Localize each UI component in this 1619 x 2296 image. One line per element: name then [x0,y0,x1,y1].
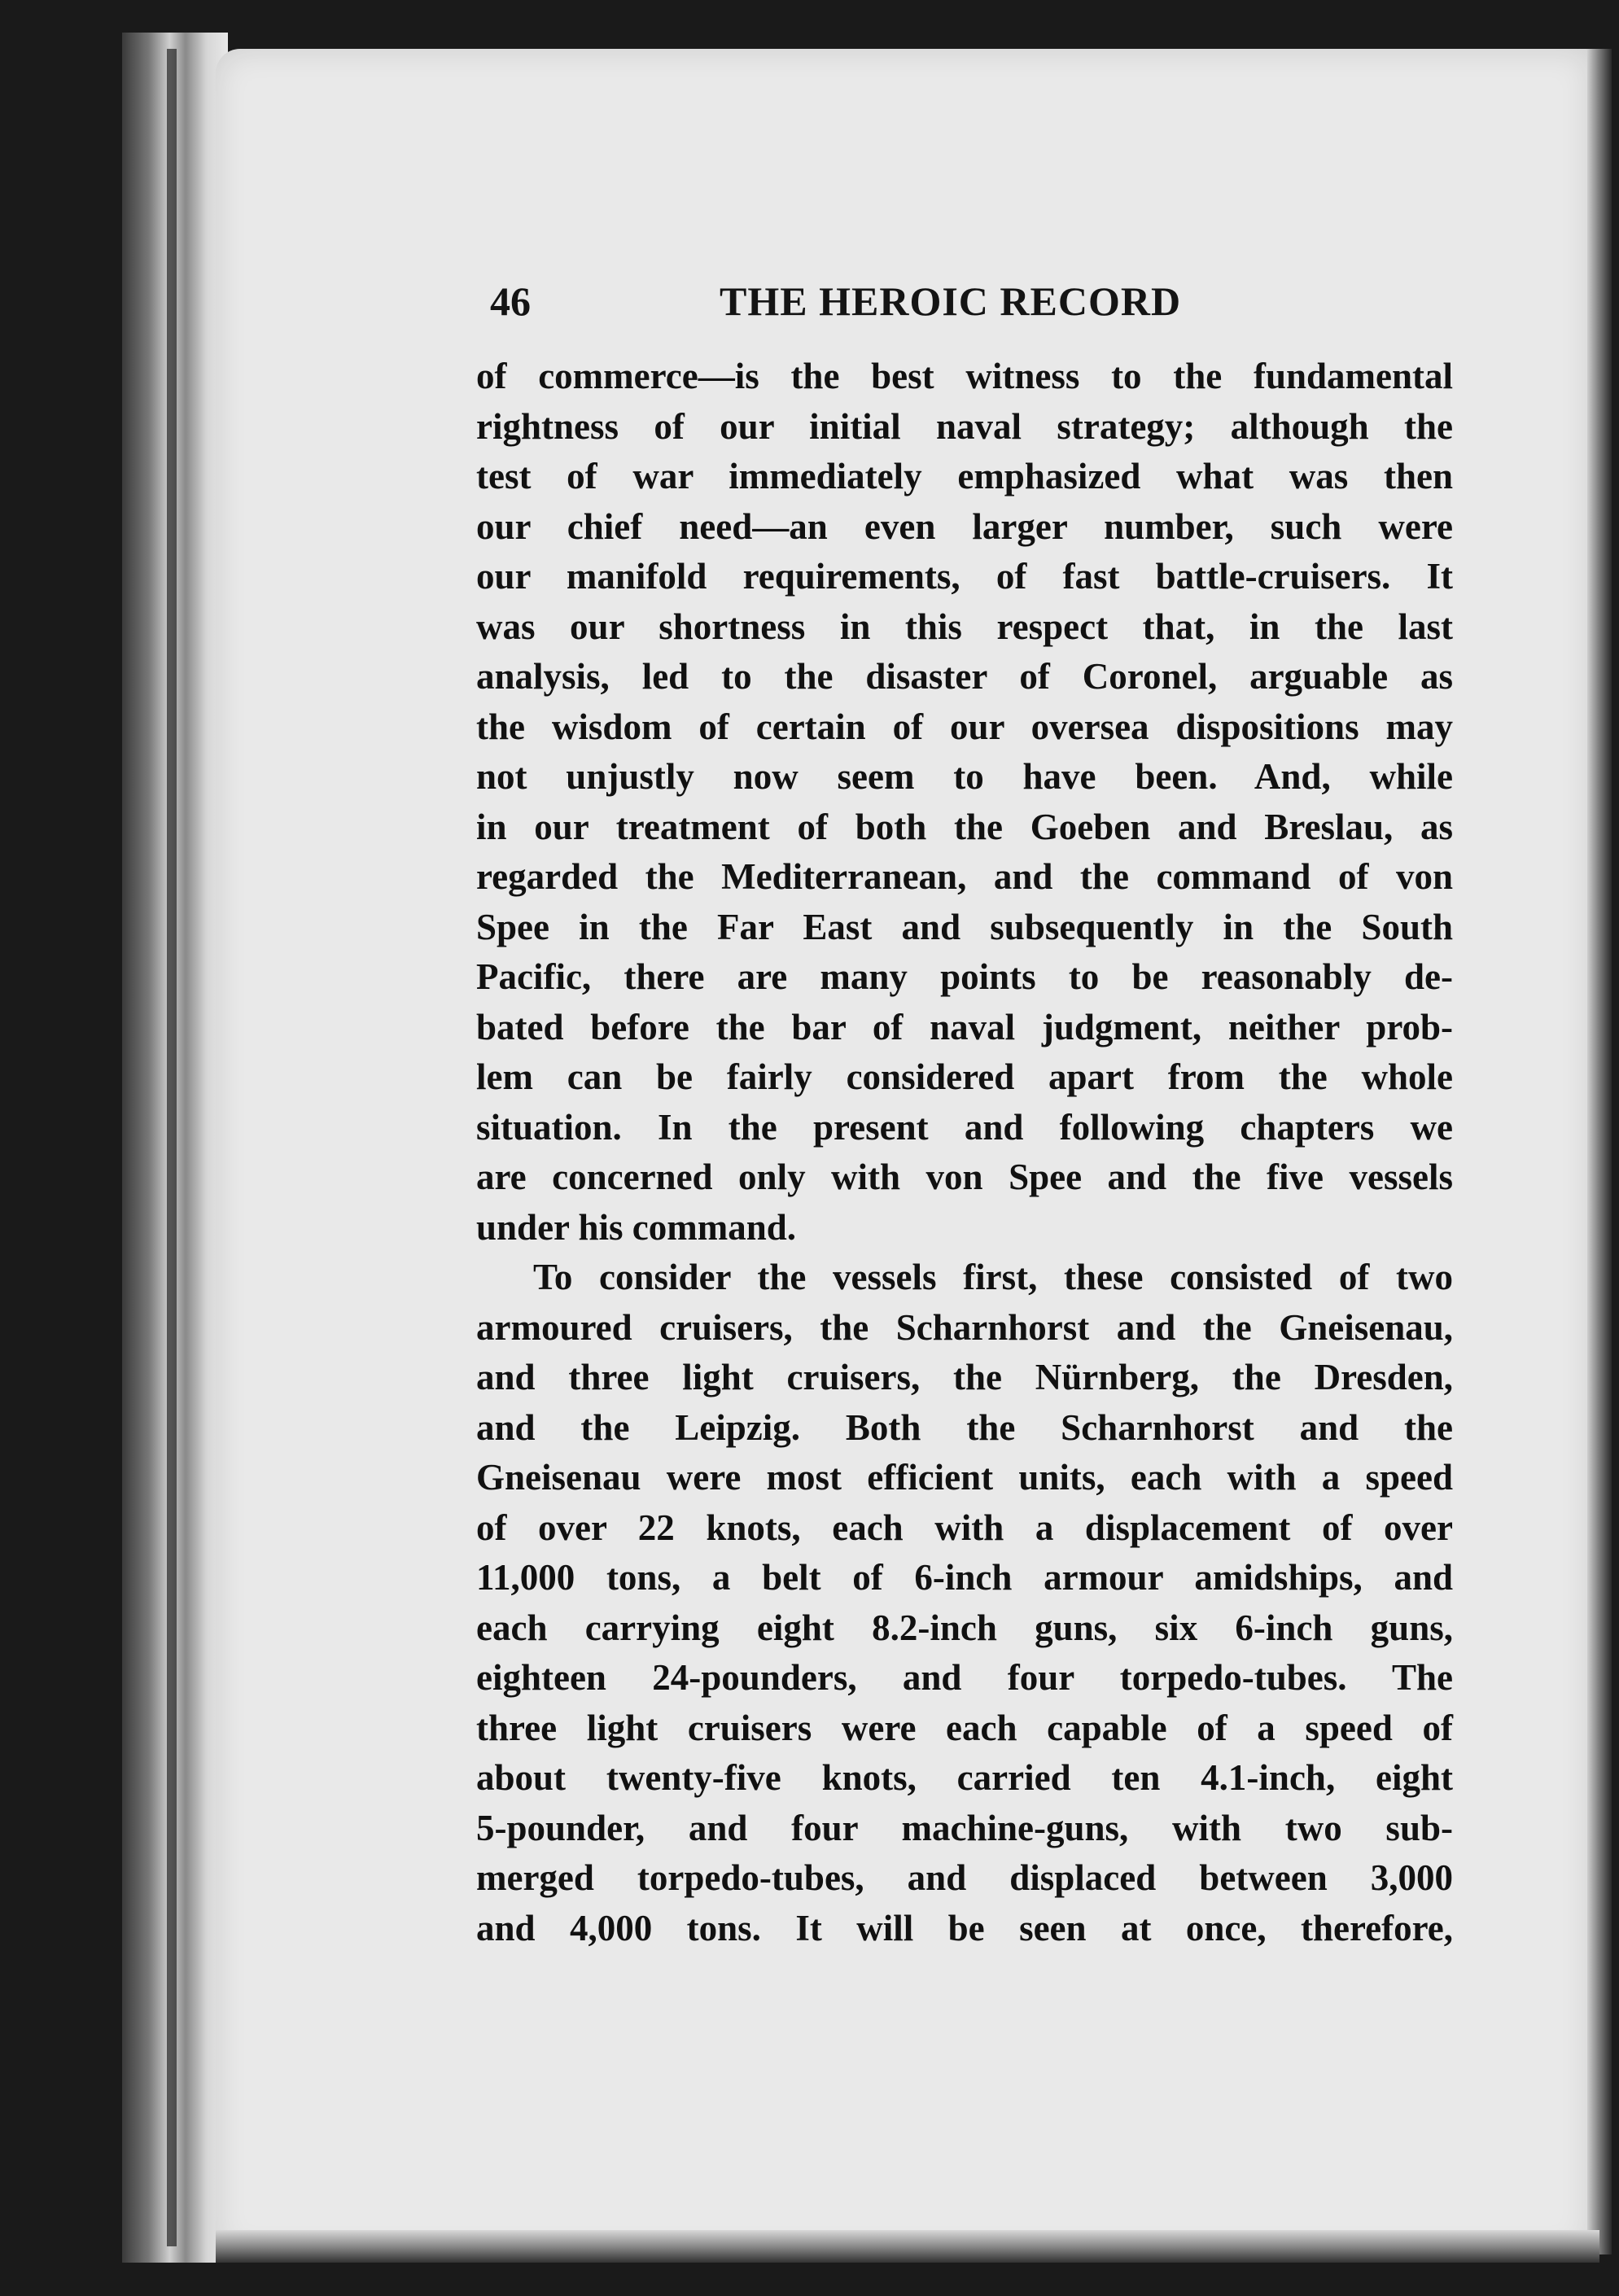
text-line: test of war immediately emphasized what was then [476,456,1453,496]
running-title: THE HEROIC RECORD [720,278,1182,324]
paragraph-end-line: under his command. [476,1206,797,1248]
text-line: merged torpedo-tubes, and displaced between 3,000 [476,1857,1453,1898]
text-line: Pacific, there are many points to be reasonably de- [476,956,1453,997]
text-line: and 4,000 tons. It will be seen at once, therefore, [476,1907,1453,1948]
text-line: 5-pounder, and four machine-guns, with two sub- [476,1807,1453,1848]
paragraph-start-line: To consider the vessels first, these consisted of two [533,1257,1453,1297]
text-line: lem can be fairly considered apart from the whole [476,1056,1453,1097]
text-line: Spee in the Far East and subsequently in the South [476,906,1453,947]
page-bottom-edge [216,2230,1599,2263]
text-line: was our shortness in this respect that, in the last [476,606,1453,647]
page-right-edge [1587,49,1612,2254]
text-line: situation. In the present and following chapters we [476,1106,1453,1148]
page-number: 46 [490,278,531,324]
text-line: are concerned only with von Spee and the five vessels [476,1157,1453,1197]
text-line: and three light cruisers, the Nürnberg, the Dresden, [476,1357,1453,1397]
text-line: not unjustly now seem to have been. And, while [476,756,1453,797]
text-line: about twenty-five knots, carried ten 4.1-inch, eight [476,1757,1453,1798]
body-text [476,352,1453,1953]
text-line: our manifold requirements, of fast battle-cruisers. It [476,556,1453,597]
text-line: of commerce—is the best witness to the fundamental [476,356,1453,396]
text-line: 11,000 tons, a belt of 6-inch armour amidships, and [476,1557,1453,1598]
text-line: of over 22 knots, each with a displacement of over [476,1507,1453,1548]
text-line: bated before the bar of naval judgment, neither prob- [476,1006,1453,1047]
text-line: and the Leipzig. Both the Scharnhorst and the [476,1406,1453,1448]
text-line: each carrying eight 8.2-inch guns, six 6-inch guns, [476,1607,1453,1648]
text-line: three light cruisers were each capable of a speed of [476,1707,1453,1748]
text-line: analysis, led to the disaster of Coronel, arguable as [476,656,1453,697]
text-line: Gneisenau were most efficient units, each with a speed [476,1457,1453,1498]
text-line: the wisdom of certain of our oversea dispositions may [476,706,1453,747]
text-line: rightness of our initial naval strategy; although the [476,405,1453,447]
text-line: regarded the Mediterranean, and the command of von [476,856,1453,897]
binding-gutter [167,49,177,2246]
text-line: our chief need—an even larger number, such were [476,505,1453,547]
text-line: in our treatment of both the Goeben and Breslau, as [476,806,1453,847]
text-line: armoured cruisers, the Scharnhorst and the Gneisenau, [476,1306,1453,1348]
text-line: eighteen 24-pounders, and four torpedo-tubes. The [476,1657,1453,1698]
running-head [490,273,1231,330]
